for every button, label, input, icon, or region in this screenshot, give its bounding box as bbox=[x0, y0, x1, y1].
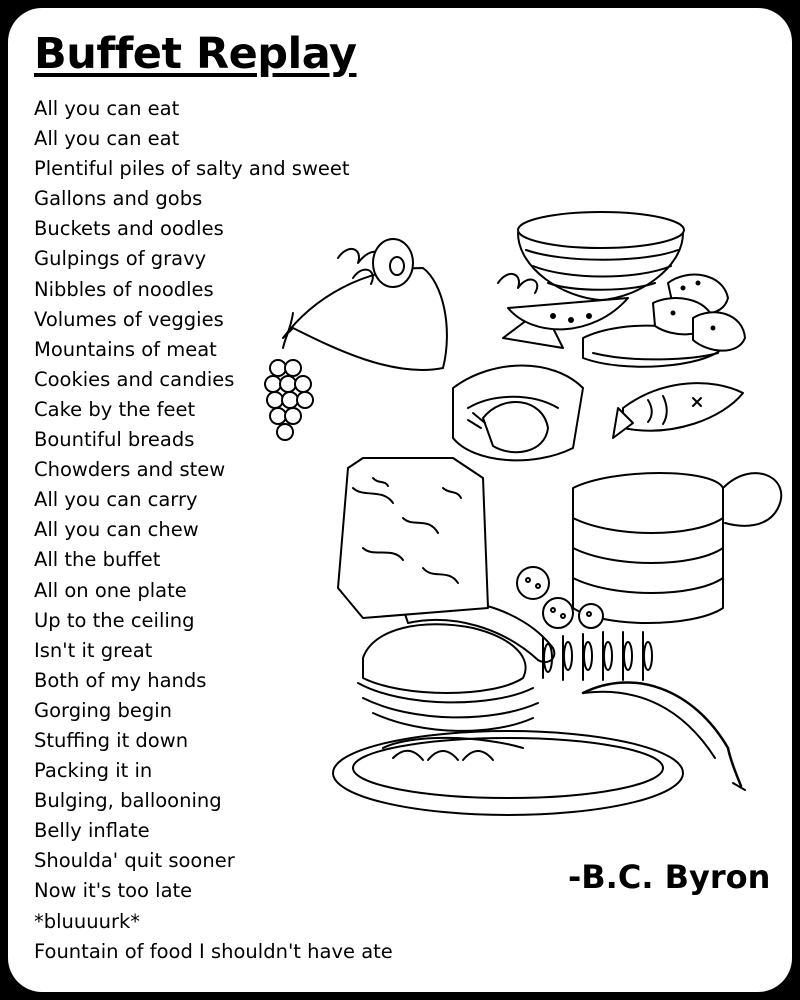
poem-line: Belly inflate bbox=[34, 819, 150, 843]
poem-line: Buckets and oodles bbox=[34, 217, 224, 241]
poem-line: Now it's too late bbox=[34, 879, 193, 903]
poem-line: Bulging, ballooning bbox=[34, 789, 222, 813]
poem-line: Up to the ceiling bbox=[34, 608, 195, 632]
poem-line: All the buffet bbox=[34, 548, 161, 572]
poem-line: All you can carry bbox=[34, 488, 198, 512]
poem-line: Plentiful piles of salty and sweet bbox=[34, 157, 350, 181]
author-signature: -B.C. Byron bbox=[568, 858, 771, 896]
poem-line: Stuffing it down bbox=[34, 728, 189, 752]
poem-line: All you can eat bbox=[34, 97, 180, 120]
poem-line: All you can eat bbox=[34, 127, 180, 151]
poem-line: Mountains of meat bbox=[34, 337, 217, 361]
food-pile-illustration-icon bbox=[253, 188, 783, 828]
poem-line: Packing it in bbox=[34, 759, 153, 783]
poem-line: All on one plate bbox=[34, 578, 187, 602]
poem-line: Gulpings of gravy bbox=[34, 247, 207, 271]
poem-line: Fountain of food I shouldn't have ate bbox=[34, 939, 393, 963]
poem-line: Shoulda' quit sooner bbox=[34, 849, 235, 873]
page-card bbox=[8, 8, 792, 992]
poem-line: Gallons and gobs bbox=[34, 187, 203, 211]
poem-title: Buffet Replay bbox=[34, 29, 357, 79]
poem-line: Gorging begin bbox=[34, 698, 172, 722]
poem-line: Both of my hands bbox=[34, 668, 207, 692]
poem-line: Nibbles of noodles bbox=[34, 277, 214, 301]
poem-line: Bountiful breads bbox=[34, 428, 195, 452]
poem-line: *bluuuurk* bbox=[34, 909, 141, 933]
poem-line: All you can chew bbox=[34, 518, 199, 542]
poem-line: Cake by the feet bbox=[34, 397, 196, 421]
poem-line: Chowders and stew bbox=[34, 458, 226, 482]
poem-line: Cookies and candies bbox=[34, 367, 235, 391]
poem-line: Isn't it great bbox=[34, 638, 153, 662]
poem-line: Volumes of veggies bbox=[34, 307, 224, 331]
